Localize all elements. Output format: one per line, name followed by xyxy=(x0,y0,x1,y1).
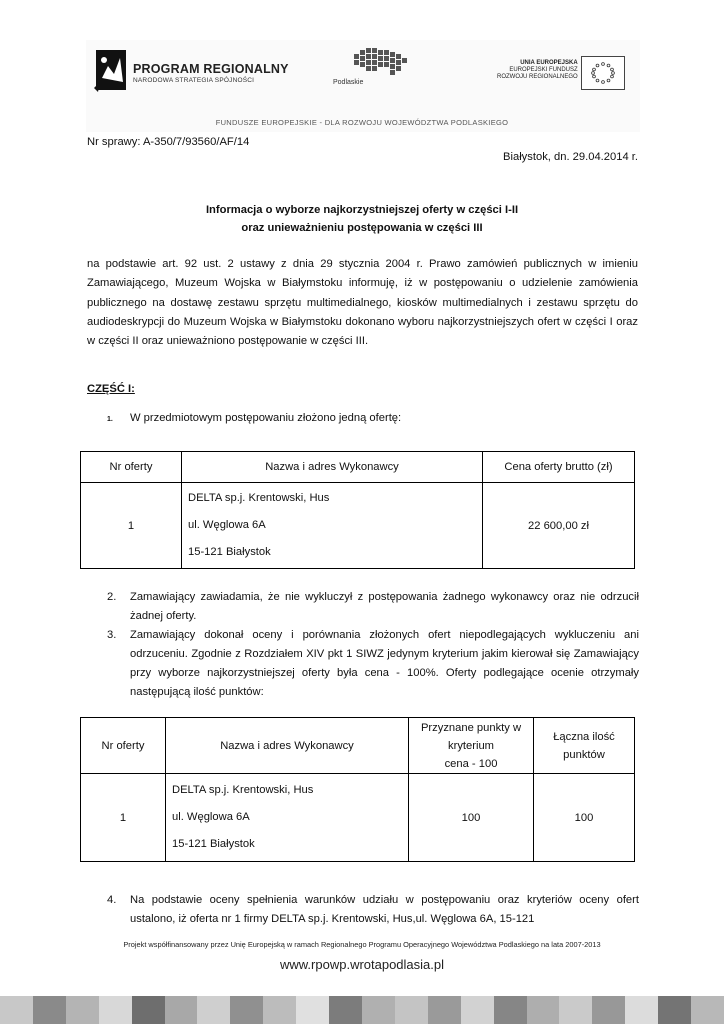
footer-stripe xyxy=(527,996,560,1024)
funds-tagline: FUNDUSZE EUROPEJSKIE - DLA ROZWOJU WOJEWÓDZTWA PODLASKIEGO xyxy=(215,118,509,127)
program-regionalny-logo-icon xyxy=(92,48,130,94)
podlaskie-bison-icon xyxy=(350,44,412,80)
footer-stripe xyxy=(230,996,263,1024)
list-item-number: 4. xyxy=(107,894,117,906)
list-item-number: 2. xyxy=(107,591,117,603)
footer-stripe xyxy=(592,996,625,1024)
title-line-1: Informacja o wyborze najkorzystniejszej oferty w części I-II xyxy=(205,204,519,216)
table-header-row xyxy=(81,718,635,774)
footer-stripe xyxy=(559,996,592,1024)
points-header-cell xyxy=(409,718,534,774)
contractor-cell xyxy=(166,774,409,862)
table-row xyxy=(81,483,635,569)
place-date: Białystok, dn. 29.04.2014 r. xyxy=(503,151,638,163)
title-line-2: oraz unieważnieniu postępowania w części III xyxy=(241,222,483,234)
list-item-number: 1. xyxy=(107,416,113,423)
contractor-street: ul. Węglowa 6A xyxy=(188,519,266,531)
scores-table xyxy=(80,717,635,862)
footer-stripe xyxy=(691,996,724,1024)
contractor-street: ul. Węglowa 6A xyxy=(172,811,250,823)
total-header-cell xyxy=(534,718,635,774)
footer-stripe xyxy=(33,996,66,1024)
offer-price-cell: 22 600,00 zł xyxy=(483,483,635,569)
points-header-line-1: Przyznane punkty w xyxy=(420,721,522,734)
list-item-text: Zamawiający zawiadamia, że nie wykluczył z postępowania żadnego wykonawcy oraz nie odrzucił żadnej oferty. xyxy=(130,591,639,622)
footer-stripe xyxy=(395,996,428,1024)
footer-stripe xyxy=(66,996,99,1024)
eu-line-1: UNIA EUROPEJSKA xyxy=(520,60,578,66)
podlaskie-label: Podlaskie xyxy=(333,79,364,86)
contractor-name: DELTA sp.j. Krentowski, Hus xyxy=(188,492,330,504)
section-heading: CZĘŚĆ I: xyxy=(87,383,135,395)
list-item-4 xyxy=(107,891,639,929)
table-header-cell: Nr oferty xyxy=(81,718,166,774)
total-header-line-2: punktów xyxy=(563,748,605,761)
intro-paragraph: na podstawie art. 92 ust. 2 ustawy z dnia 29 stycznia 2004 r. Prawo zamówień publicznych w imieniu Zamawiającego, Muzeum Wojska w Białymstoku informuję, iż w postępowaniu o udzielenie zamówienia publicznego na dostawę zestawu sprzętu multimedialnego, kiosków multimedialnych i zestawu sprzętu do audiodeskrypcji do Muzeum Wojska w Białymstoku dokonano wyboru najkorzystniejszych ofert w części I oraz w części II oraz unieważniono postępowanie w części III. xyxy=(87,258,638,348)
offer-number-cell: 1 xyxy=(81,483,182,569)
program-title: PROGRAM REGIONALNY xyxy=(133,62,289,76)
footer-stripe xyxy=(428,996,461,1024)
footer-stripe xyxy=(165,996,198,1024)
footer-stripe xyxy=(132,996,165,1024)
eu-line-2: EUROPEJSKI FUNDUSZ xyxy=(509,67,578,73)
table-header-cell: Nazwa i adres Wykonawcy xyxy=(182,452,483,483)
contractor-cell xyxy=(182,483,483,569)
list-item-text: W przedmiotowym postępowaniu złożono jedną ofertę: xyxy=(130,412,402,424)
list-item-number: 3. xyxy=(107,629,117,641)
list-item-text: Na podstawie oceny spełnienia warunków udziału w postępowaniu oraz kryteriów oceny ofert ustalono, iż oferta nr 1 firmy DELTA sp.j. Krentowski, Hus,ul. Węglowa 6A, 15-121 xyxy=(130,894,639,925)
footer-stripe xyxy=(658,996,691,1024)
table-row xyxy=(81,774,635,862)
points-header-line-2: kryterium xyxy=(448,739,494,752)
contractor-name: DELTA sp.j. Krentowski, Hus xyxy=(172,784,314,796)
footer-stripe xyxy=(362,996,395,1024)
footer-stripe xyxy=(494,996,527,1024)
footer-stripe xyxy=(99,996,132,1024)
footer-stripes xyxy=(0,996,724,1024)
eu-text-block xyxy=(497,60,578,81)
list-item-2 xyxy=(107,588,639,626)
eu-flag-icon xyxy=(581,56,625,90)
footer-stripe xyxy=(625,996,658,1024)
footer-stripe xyxy=(296,996,329,1024)
footer-stripe xyxy=(329,996,362,1024)
case-number: Nr sprawy: A-350/7/93560/AF/14 xyxy=(87,136,250,148)
footer-stripe xyxy=(0,996,33,1024)
footer-stripe xyxy=(461,996,494,1024)
table-header-cell: Nr oferty xyxy=(81,452,182,483)
table-header-cell: Nazwa i adres Wykonawcy xyxy=(166,718,409,774)
contractor-city: 15-121 Białystok xyxy=(188,546,271,558)
total-header-line-1: Łączna ilość xyxy=(553,730,615,743)
list-item-text: Zamawiający dokonał oceny i porównania złożonych ofert niepodlegających wykluczeniu ani odrzuceniu. Zgodnie z Rozdziałem XIV pkt 1 SIWZ jedynym kryterium jakim kierował się Zamawiający przy wyborze najkorzystniejszej oferty była cena - 100%. Oferty podlegające ocenie otrzymały następującą ilość punktów: xyxy=(130,629,639,698)
table-header-row xyxy=(81,452,635,483)
total-points-cell: 100 xyxy=(534,774,635,862)
points-cell: 100 xyxy=(409,774,534,862)
website-link[interactable]: www.rpowp.wrotapodlasia.pl xyxy=(279,957,445,972)
document-title xyxy=(0,201,724,237)
list-item-1 xyxy=(107,409,639,428)
list-item-3 xyxy=(107,626,639,702)
table-header-cell: Cena oferty brutto (zł) xyxy=(483,452,635,483)
eu-line-3: ROZWOJU REGIONALNEGO xyxy=(497,74,578,80)
offers-table xyxy=(80,451,635,569)
program-subtitle: NARODOWA STRATEGIA SPÓJNOŚCI xyxy=(133,77,255,84)
points-header-line-3: cena - 100 xyxy=(444,757,498,770)
offer-number-cell: 1 xyxy=(81,774,166,862)
footer-stripe xyxy=(263,996,296,1024)
footer-stripe xyxy=(197,996,230,1024)
contractor-city: 15-121 Białystok xyxy=(172,838,255,850)
cofinance-note: Projekt współfinansowany przez Unię Europejską w ramach Regionalnego Programu Operacyjnego Województwa Podlaskiego na lata 2007-2013 xyxy=(123,940,601,949)
